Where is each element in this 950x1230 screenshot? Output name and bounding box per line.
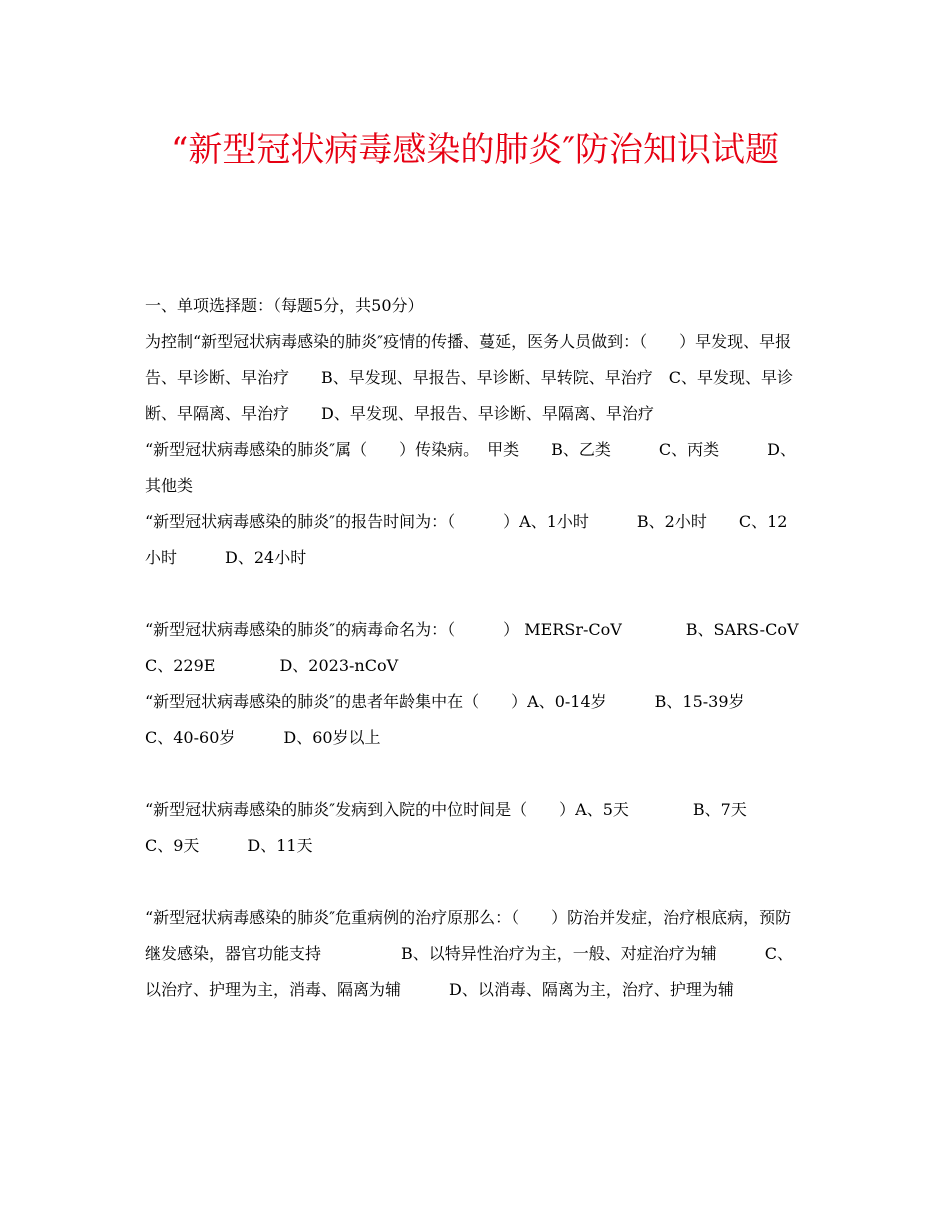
question-6: “新型冠状病毒感染的肺炎″发病到入院的中位时间是（ ）A、5天 B、7天 C、9天 D、11天 xyxy=(145,800,779,855)
paragraph-gap xyxy=(145,756,803,792)
paragraph-gap xyxy=(145,576,803,612)
question-2: “新型冠状病毒感染的肺炎″属（ ）传染病。 甲类 B、乙类 C、丙类 D、其他类 xyxy=(145,440,796,495)
question-7: “新型冠状病毒感染的肺炎″危重病例的治疗原那么：（ ）防治并发症，治疗根底病，预防继发感染，器官功能支持 B、以特异性治疗为主，一般、对症治疗为辅 C、以治疗、护理为主，消毒、隔离为辅 D、以消毒、隔离为主，治疗、护理为辅 xyxy=(145,908,794,999)
question-4: “新型冠状病毒感染的肺炎″的病毒命名为：（ ） MERSr-CoV B、SARS-CoV C、229E D、2023-nCoV xyxy=(145,620,863,675)
question-5: “新型冠状病毒感染的肺炎″的患者年龄集中在（ ）A、0-14岁 B、15-39岁 C、40-60岁 D、60岁以上 xyxy=(145,692,777,747)
question-3: “新型冠状病毒感染的肺炎″的报告时间为：（ ）A、1小时 B、2小时 C、12小时 D、24小时 xyxy=(145,512,788,567)
question-1: 为控制“新型冠状病毒感染的肺炎″疫情的传播、蔓延，医务人员做到：（ ）早发现、早报告、早诊断、早治疗 B、早发现、早报告、早诊断、早转院、早治疗 C、早发现、早诊断、早隔离、早治疗 D、早发现、早报告、早诊断、早隔离、早治疗 xyxy=(145,332,794,423)
section-heading: 一、单项选择题：（每题5分，共50分） xyxy=(145,296,424,315)
paragraph-gap xyxy=(145,864,803,900)
document-title: “新型冠状病毒感染的肺炎″防治知识试题 xyxy=(170,130,780,170)
document-body xyxy=(145,288,863,1008)
